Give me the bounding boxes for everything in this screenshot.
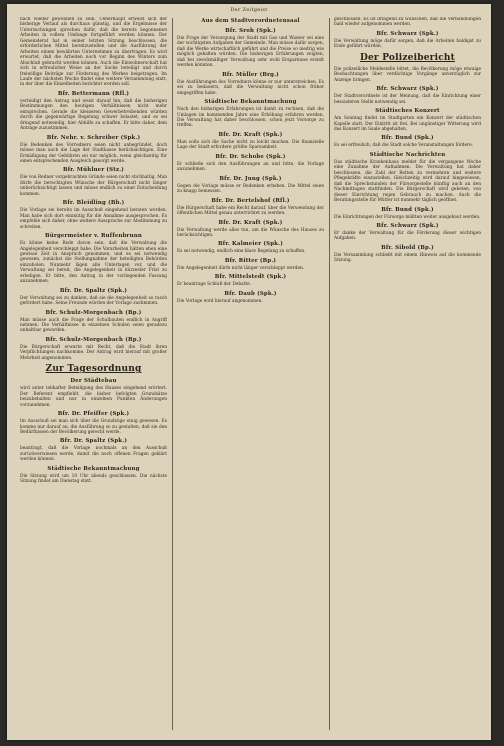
article-heading: Bfr. Mühlner (Stz.) [62,167,125,174]
article [20,288,167,307]
article-body: Die Bürgerschaft erwarte mit Recht, daß die Stadt ihren Verpflichtungen nachkomme. Der Antrag wird hierauf mit großer Mehrheit angenommen. [20,344,167,361]
article-heading: Aus dem Stadtverordnetensaal [201,18,300,24]
article-heading: Der Städtebau [70,378,117,385]
article-body: Der Verwaltung sei zu danken, daß sie die Angelegenheit so rasch gefördert habe. Seine Freunde würden der Vorlage zustimmen. [20,295,167,307]
article [177,241,324,254]
article [334,17,481,28]
column-2 [177,17,324,733]
article-heading: Bfr. Nehr. v. Schreiber (Spk.) [46,134,141,141]
article-body: Die von Redner vorgebrachten Gründe seien nicht stichhaltig. Man dürfe die berechtigten Wünsche der Bürgerschaft nicht länger unberücksichtigt lassen und müsse endlich zu einer Entscheidung kommen. [20,175,167,197]
article-body: Nach den bisherigen Erfahrungen ist damit zu rechnen, daß die Umlagen im kommenden Jahre eine Erhöhung erfahren werden. Die Verwaltung hat daher beschlossen, schon jetzt Vorsorge zu treffen. [177,107,324,129]
article-body: verteidigt den Antrag und weist darauf hin, daß die bisherigen Bestimmungen den heutigen Verhältnissen nicht mehr entsprechen. Gerade die kleineren Gewerbetreibenden würden durch die gegenwärtige Regelung schwer belastet, und es sei dringend notwendig, hier Abhilfe zu schaffen. Er bitte daher, dem Antrage zuzustimmen. [20,98,167,132]
article-body: Die Verwaltung werde alles tun, um die Wünsche des Hauses zu berücksichtigen. [177,227,324,238]
article-heading: Bfr. Dr. Kraft (Spk.) [218,219,283,226]
article-body: Die Ausführungen des Vorredners könne er nur unterstreichen. Es sei zu bedauern, daß die Verwaltung nicht schon früher eingegriffen habe. [177,79,324,96]
section-heading: Zur Tagesordnung [45,364,142,375]
article [334,31,481,50]
article-heading: Bfr. Bettermann (Rfl.) [57,90,130,97]
article-heading: Städtische Bekanntmachung [47,465,140,472]
article-body: Die Angelegenheit dürfe nicht länger verschleppt werden. [177,265,305,271]
article [177,198,324,217]
article-heading: Bfr. Dr. Spaltz (Spk.) [59,438,128,445]
article-body: beantragt, daß die Vorlage nochmals an den Ausschuß zurückverwiesen werde, damit die noch offenen Fragen geklärt werden können. [20,446,167,463]
article [177,274,324,287]
article-body: Man müsse auch die Frage der Schulbauten endlich in Angriff nehmen. Die Verhältnisse in einzelnen Schulen seien geradezu unhaltbar geworden. [20,317,167,334]
article-body: Die Bedenken des Vorredners seien nicht unbegründet, doch müsse man auch die Lage der Stadtkasse berücksichtigen. Eine Ermäßigung der Gebühren sei nur möglich, wenn gleichzeitig für einen entsprechenden Ausgleich gesorgt werde. [20,142,167,164]
article-body: Er schließe sich den Ausführungen an und bitte, die Vorlage anzunehmen. [177,161,324,173]
column-3 [334,17,481,733]
article [20,200,167,230]
article-body: Es sei notwendig, endlich eine klare Regelung zu schaffen. [177,249,306,255]
article [20,364,167,375]
article [334,207,481,220]
article [334,53,481,64]
page-folio: Der Zeitgeist [230,7,268,13]
article-body: Er danke der Verwaltung für die Förderung dieser wichtigen Aufgaben. [334,230,481,242]
article-body: Das städtische Krankenhaus meldet für die vergangene Woche eine Zunahme der Aufnahmen. Die Verwaltung hat daher beschlossen, die Zahl der Betten zu vermehren und weitere Pflegekräfte einzustellen. Gleichzeitig wird darauf hingewiesen, daß die Sprechstunden der Fürsorgestelle künftig auch an den Nachmittagen stattfinden. Die Bürgerschaft wird gebeten, von dieser Einrichtung regen Gebrauch zu machen. Auch die Beratungsstelle für Mütter ist nunmehr täglich geöffnet. [334,159,481,204]
article-heading: Städtische Nachrichten [369,151,446,158]
article [177,176,324,195]
article-body: Die Vorlage wird hierauf angenommen. [177,298,263,304]
article-heading: Städtische Bekanntmachung [204,99,297,106]
article-body: Die Vorlage sei bereits im Ausschuß eingehend beraten worden. Man habe sich dort einmütig für die Annahme ausgesprochen. Es empfehle sich daher, ohne weitere Aussprache zur Abstimmung zu schreiten. [20,208,167,230]
article [20,310,167,334]
article-body: Die Sitzung wird um 10 Uhr abends geschlossen. Die nächste Sitzung findet am Dienstag statt. [20,473,167,485]
article-heading: Bfr. Bund (Spk.) [381,135,434,142]
article-heading: Bfr. Kalmeier (Spk.) [218,241,283,248]
article [20,17,167,88]
article-body: Die Frage der Versorgung der Stadt mit Gas und Wasser sei eine der wichtigsten Aufgaben der Gemeinde. Man müsse dafür sorgen, daß die Werke wirtschaftlich geführt und die Preise so niedrig wie möglich gehalten würden. Die bisherigen Erfahrungen zeigten, daß bei zweckmäßiger Verwaltung sehr wohl Ersparnisse erzielt werden könnten. [177,36,324,69]
article [334,245,481,264]
article-body: Er beantrage Schluß der Debatte. [177,282,252,288]
article [20,233,167,285]
article-body: Es sei erfreulich, daß die Stadt solche Veranstaltungen fördere. [334,143,473,149]
article [334,86,481,105]
article-body: Es könne keine Rede davon sein, daß die Verwaltung die Angelegenheit verschleppt habe. Die Vorarbeiten hätten eben eine gewisse Zeit in Anspruch genommen, und es sei notwendig gewesen, zunächst die Stellungnahme der beteiligten Behörden einzuholen. Nunmehr lägen alle Unterlagen vor, und die Verwaltung sei bereit, die Angelegenheit in kürzester Frist zu erledigen. Er bitte, den Antrag in der vorliegenden Fassung anzunehmen. [20,241,167,285]
article [20,337,167,361]
article-body: Am Sonntag findet im Stadtgarten ein Konzert der städtischen Kapelle statt. Der Eintritt ist frei. Bei ungünstiger Witterung wird das Konzert im Saale abgehalten. [334,116,481,132]
article-heading: Bfr. Sroh (Spk.) [225,28,276,34]
article-heading: Bfr. Dr. Kraft (Spk.) [218,131,283,138]
article [20,411,167,435]
article-heading: Bfr. Ritter (Bp.) [224,257,277,264]
article [177,291,324,304]
article-heading: Bfr. Sibold (Bp.) [381,244,434,251]
article-heading: Bfr. Bund (Spk.) [381,206,434,213]
column-rule [329,18,330,730]
article-body: Die Verwaltung möge dafür sorgen, daß die Arbeiten baldigst zu Ende geführt würden. [334,38,481,50]
article-heading: Bfr. Schwarz (Spk.) [376,222,439,229]
article-heading: Bfr. Dr. Spaltz (Spk.) [59,287,128,294]
article-body: Die polizeiliche Meldestelle bittet, die Bevölkerung möge etwaige Beobachtungen über verdächtige Vorgänge unverzüglich zur Anzeige bringen. [334,66,481,83]
article [20,378,167,408]
article-heading: Bfr. Bleidling (Bb.) [62,200,125,207]
article [177,220,324,239]
article-heading: Bfr. Müller (Brg.) [222,71,279,78]
article-body: Im Ausschuß sei man sich über die Grundzüge einig gewesen. Es komme nur darauf an, die Ausführung so zu gestalten, daß sie den Bedürfnissen der Bevölkerung gerecht werde. [20,419,167,436]
article [334,135,481,148]
article-body: Der Stadtverordnete ist der Meinung, daß die Einrichtung einer besonderen Stelle notwendig sei. [334,94,481,105]
article-body: nach wieder gewonnen zu sein. Ueberhaupt erweist sich der bisherige Verlauf als durchaus günstig, und die Ergebnisse der Untersuchungen sprechen dafür, daß die bereits begonnenen Arbeiten in vollem Umfange fortgeführt werden können. Der Gemeinderat hat in seiner letzten Sitzung beschlossen, die erforderlichen Mittel bereitzustellen und die Ausführung der Arbeiten einem bewährten Unternehmen zu übertragen. Es wird erwartet, daß die Arbeiten noch vor Beginn des Winters zum Abschluß gebracht werden können. Auch die Einwohnerschaft hat sich in erfreulicher Weise an der Sache beteiligt und durch freiwillige Beiträge zur Förderung des Werkes beigetragen. Im Laufe der nächsten Woche findet eine weitere Versammlung statt, in der über die Einzelheiten berichtet werden soll. [20,17,167,88]
article-heading: Bfr. Dr. Pfeiffer (Spk.) [57,411,130,418]
article [334,152,481,204]
article-body: wird unter lebhafter Beteiligung des Hauses eingehend erörtert. Der Referent empfiehlt, die bisher befolgten Grundsätze beizubehalten und nur in einzelnen Punkten Änderungen vorzunehmen. [20,386,167,408]
article [20,135,167,165]
article [177,72,324,96]
article [177,154,324,173]
article-heading: Bfr. Dr. Bertelshof (Rfl.) [211,197,290,204]
article [334,67,481,83]
article-heading: Bfr. Dr. Schobe (Spk.) [215,153,286,160]
article-heading: Bfr. Schwarz (Spk.) [376,86,439,93]
article [20,466,167,485]
article-heading: Bfr. Dr. Jung (Spk.) [219,175,282,182]
article-body: Die Versammlung schließt mit einem Hinweis auf die kommende Sitzung. [334,252,481,264]
article [177,258,324,271]
article-heading: Bürgermeister v. Ruffenbrunn [45,233,142,240]
column-rule [172,18,173,730]
article-heading: Bfr. Schwarz (Spk.) [376,30,439,37]
newspaper-page [7,4,491,740]
article [20,438,167,462]
article-body: Die Einrichtungen der Fürsorge müßten weiter ausgebaut werden. [334,214,481,220]
article [177,99,324,129]
article [20,91,167,132]
article-body: Gegen die Vorlage müsse er Bedenken erheben. Die Mittel seien zu knapp bemessen. [177,183,324,195]
article-heading: Bfr. Schulz-Morgenbach (Bp.) [45,309,142,316]
article-body: geschlossen. Es ist dringend zu wünschen, daß die Verhandlungen bald wieder aufgenommen werden. [334,17,481,28]
article [334,108,481,132]
article [334,223,481,242]
article-body: Die Bürgerschaft habe ein Recht darauf, über die Verwendung der öffentlichen Mittel genau unterrichtet zu werden. [177,205,324,217]
article [20,167,167,197]
article-heading: Bfr. Schulz-Morgenbach (Bp.) [45,336,142,343]
article-heading: Städtisches Konzert [375,108,440,115]
article-heading: Bfr. Daub (Spk.) [224,290,277,297]
article-heading: Bfr. Mittelstedt (Spk.) [214,274,287,281]
article [177,132,324,151]
column-1 [20,17,167,733]
article [177,28,324,69]
article-body: Man solle sich die Sache nicht zu leicht machen. Die finanzielle Lage der Stadt erfordere größte Sparsamkeit. [177,139,324,151]
section-heading: Der Polizeibericht [360,52,455,63]
article [177,18,324,25]
